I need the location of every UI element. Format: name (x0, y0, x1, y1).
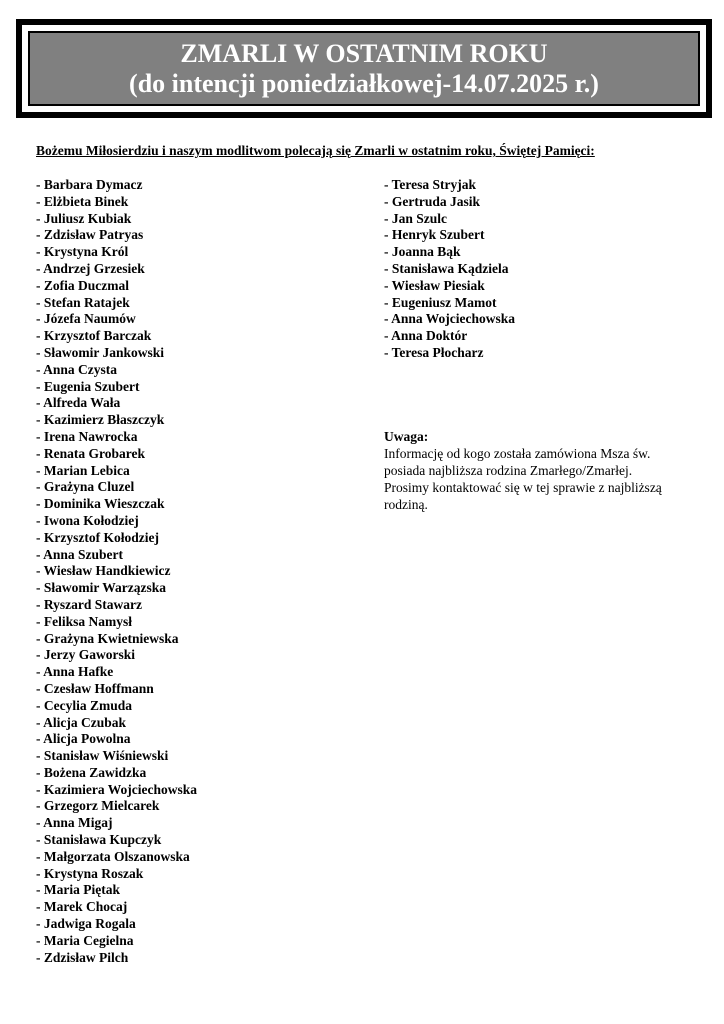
name-list-item: - Zdzisław Patryas (36, 227, 144, 243)
name-list-item: - Alfreda Wała (36, 395, 121, 411)
name-list-item: - Stanisława Kupczyk (36, 832, 162, 848)
name-list-item: - Barbara Dymacz (36, 177, 143, 192)
name-list-item: - Teresa Stryjak (384, 177, 477, 192)
note-section (384, 428, 694, 513)
name-list-item: - Anna Migaj (36, 815, 113, 831)
note-line: Informację od kogo została zamówiona Msza św. (384, 446, 651, 461)
name-list-item: - Joanna Bąk (384, 244, 461, 260)
name-list-item: - Stanisław Wiśniewski (36, 748, 169, 764)
name-list-item: - Kazimierz Błaszczyk (36, 412, 165, 428)
name-list-item: - Gertruda Jasik (384, 193, 480, 209)
name-list-item: - Małgorzata Olszanowska (36, 848, 190, 864)
name-list-item: - Zofia Duczmal (36, 277, 129, 293)
names-list-right (384, 177, 515, 362)
name-list-item: - Maria Cegielna (36, 932, 134, 948)
name-list-item: - Krystyna Roszak (36, 865, 144, 881)
name-list-item: - Bożena Zawidzka (36, 764, 147, 780)
name-list-item: - Anna Hafke (36, 664, 114, 680)
name-list-item: - Czesław Hoffmann (36, 680, 154, 696)
note-title: Uwaga: (384, 429, 429, 444)
name-list-item: - Wiesław Piesiak (384, 277, 485, 293)
name-list-item: - Józefa Naumów (36, 311, 136, 327)
name-list-item: - Zdzisław Pilch (36, 949, 129, 965)
header-frame (16, 19, 712, 118)
name-list-item: - Krzysztof Kołodziej (36, 529, 159, 545)
name-list-item: - Grażyna Cluzel (36, 479, 135, 495)
note-line: rodziną. (384, 497, 428, 512)
name-list-item: - Marian Lebica (36, 462, 130, 478)
name-list-item: - Elżbieta Binek (36, 193, 129, 209)
name-list-item: - Cecylia Zmuda (36, 697, 132, 713)
name-list-item: - Anna Czysta (36, 361, 118, 377)
name-list-item: - Teresa Płocharz (384, 344, 484, 360)
name-list-item: - Alicja Czubak (36, 714, 127, 730)
name-list-item: - Ryszard Stawarz (36, 596, 143, 612)
header-title-line1: ZMARLI W OSTATNIM ROKU (180, 38, 548, 68)
name-list-item: - Feliksa Namysł (36, 613, 132, 629)
name-list-item: - Grażyna Kwietniewska (36, 630, 179, 646)
name-list-item: - Maria Piętak (36, 882, 120, 898)
name-list-item: - Stefan Ratajek (36, 294, 130, 310)
name-list-item: - Anna Szubert (36, 546, 124, 562)
name-list-item: - Eugenia Szubert (36, 378, 140, 394)
name-list-item: - Anna Wojciechowska (384, 311, 516, 327)
note-line: Prosimy kontaktować się w tej sprawie z najbliższą (384, 480, 662, 495)
name-list-item: - Krystyna Król (36, 244, 129, 260)
name-list-item: - Jerzy Gaworski (36, 647, 135, 663)
name-list-item: - Sławomir Warzązska (36, 580, 166, 596)
name-list-item: - Eugeniusz Mamot (384, 294, 497, 310)
name-list-item: - Renata Grobarek (36, 445, 145, 461)
intro-text: Bożemu Miłosierdziu i naszym modlitwom polecają się Zmarli w ostatnim roku, Świętej Pamięci: (36, 143, 595, 158)
name-list-item: - Juliusz Kubiak (36, 210, 132, 226)
name-list-item: - Jan Szulc (384, 210, 448, 226)
header-title-line2: (do intencji poniedziałkowej-14.07.2025 r.) (129, 68, 599, 98)
name-list-item: - Anna Doktór (384, 328, 468, 344)
name-list-item: - Wiesław Handkiewicz (36, 563, 171, 579)
header-title-box (28, 31, 700, 106)
note-line: posiada najbliższa rodzina Zmarłego/Zmarłej. (384, 463, 633, 478)
name-list-item: - Stanisława Kądziela (384, 260, 509, 276)
name-list-item: - Irena Nawrocka (36, 428, 138, 444)
name-list-item: - Krzysztof Barczak (36, 328, 152, 344)
name-list-item: - Kazimiera Wojciechowska (36, 781, 197, 797)
name-list-item: - Jadwiga Rogala (36, 916, 136, 932)
name-list-item: - Dominika Wieszczak (36, 496, 165, 512)
name-list-item: - Iwona Kołodziej (36, 512, 139, 528)
name-list-item: - Marek Chocaj (36, 899, 128, 915)
name-list-item: - Grzegorz Mielcarek (36, 798, 160, 814)
names-list-left (36, 177, 197, 966)
name-list-item: - Alicja Powolna (36, 731, 131, 747)
name-list-item: - Andrzej Grzesiek (36, 260, 145, 276)
name-list-item: - Sławomir Jankowski (36, 344, 165, 360)
name-list-item: - Henryk Szubert (384, 227, 485, 243)
